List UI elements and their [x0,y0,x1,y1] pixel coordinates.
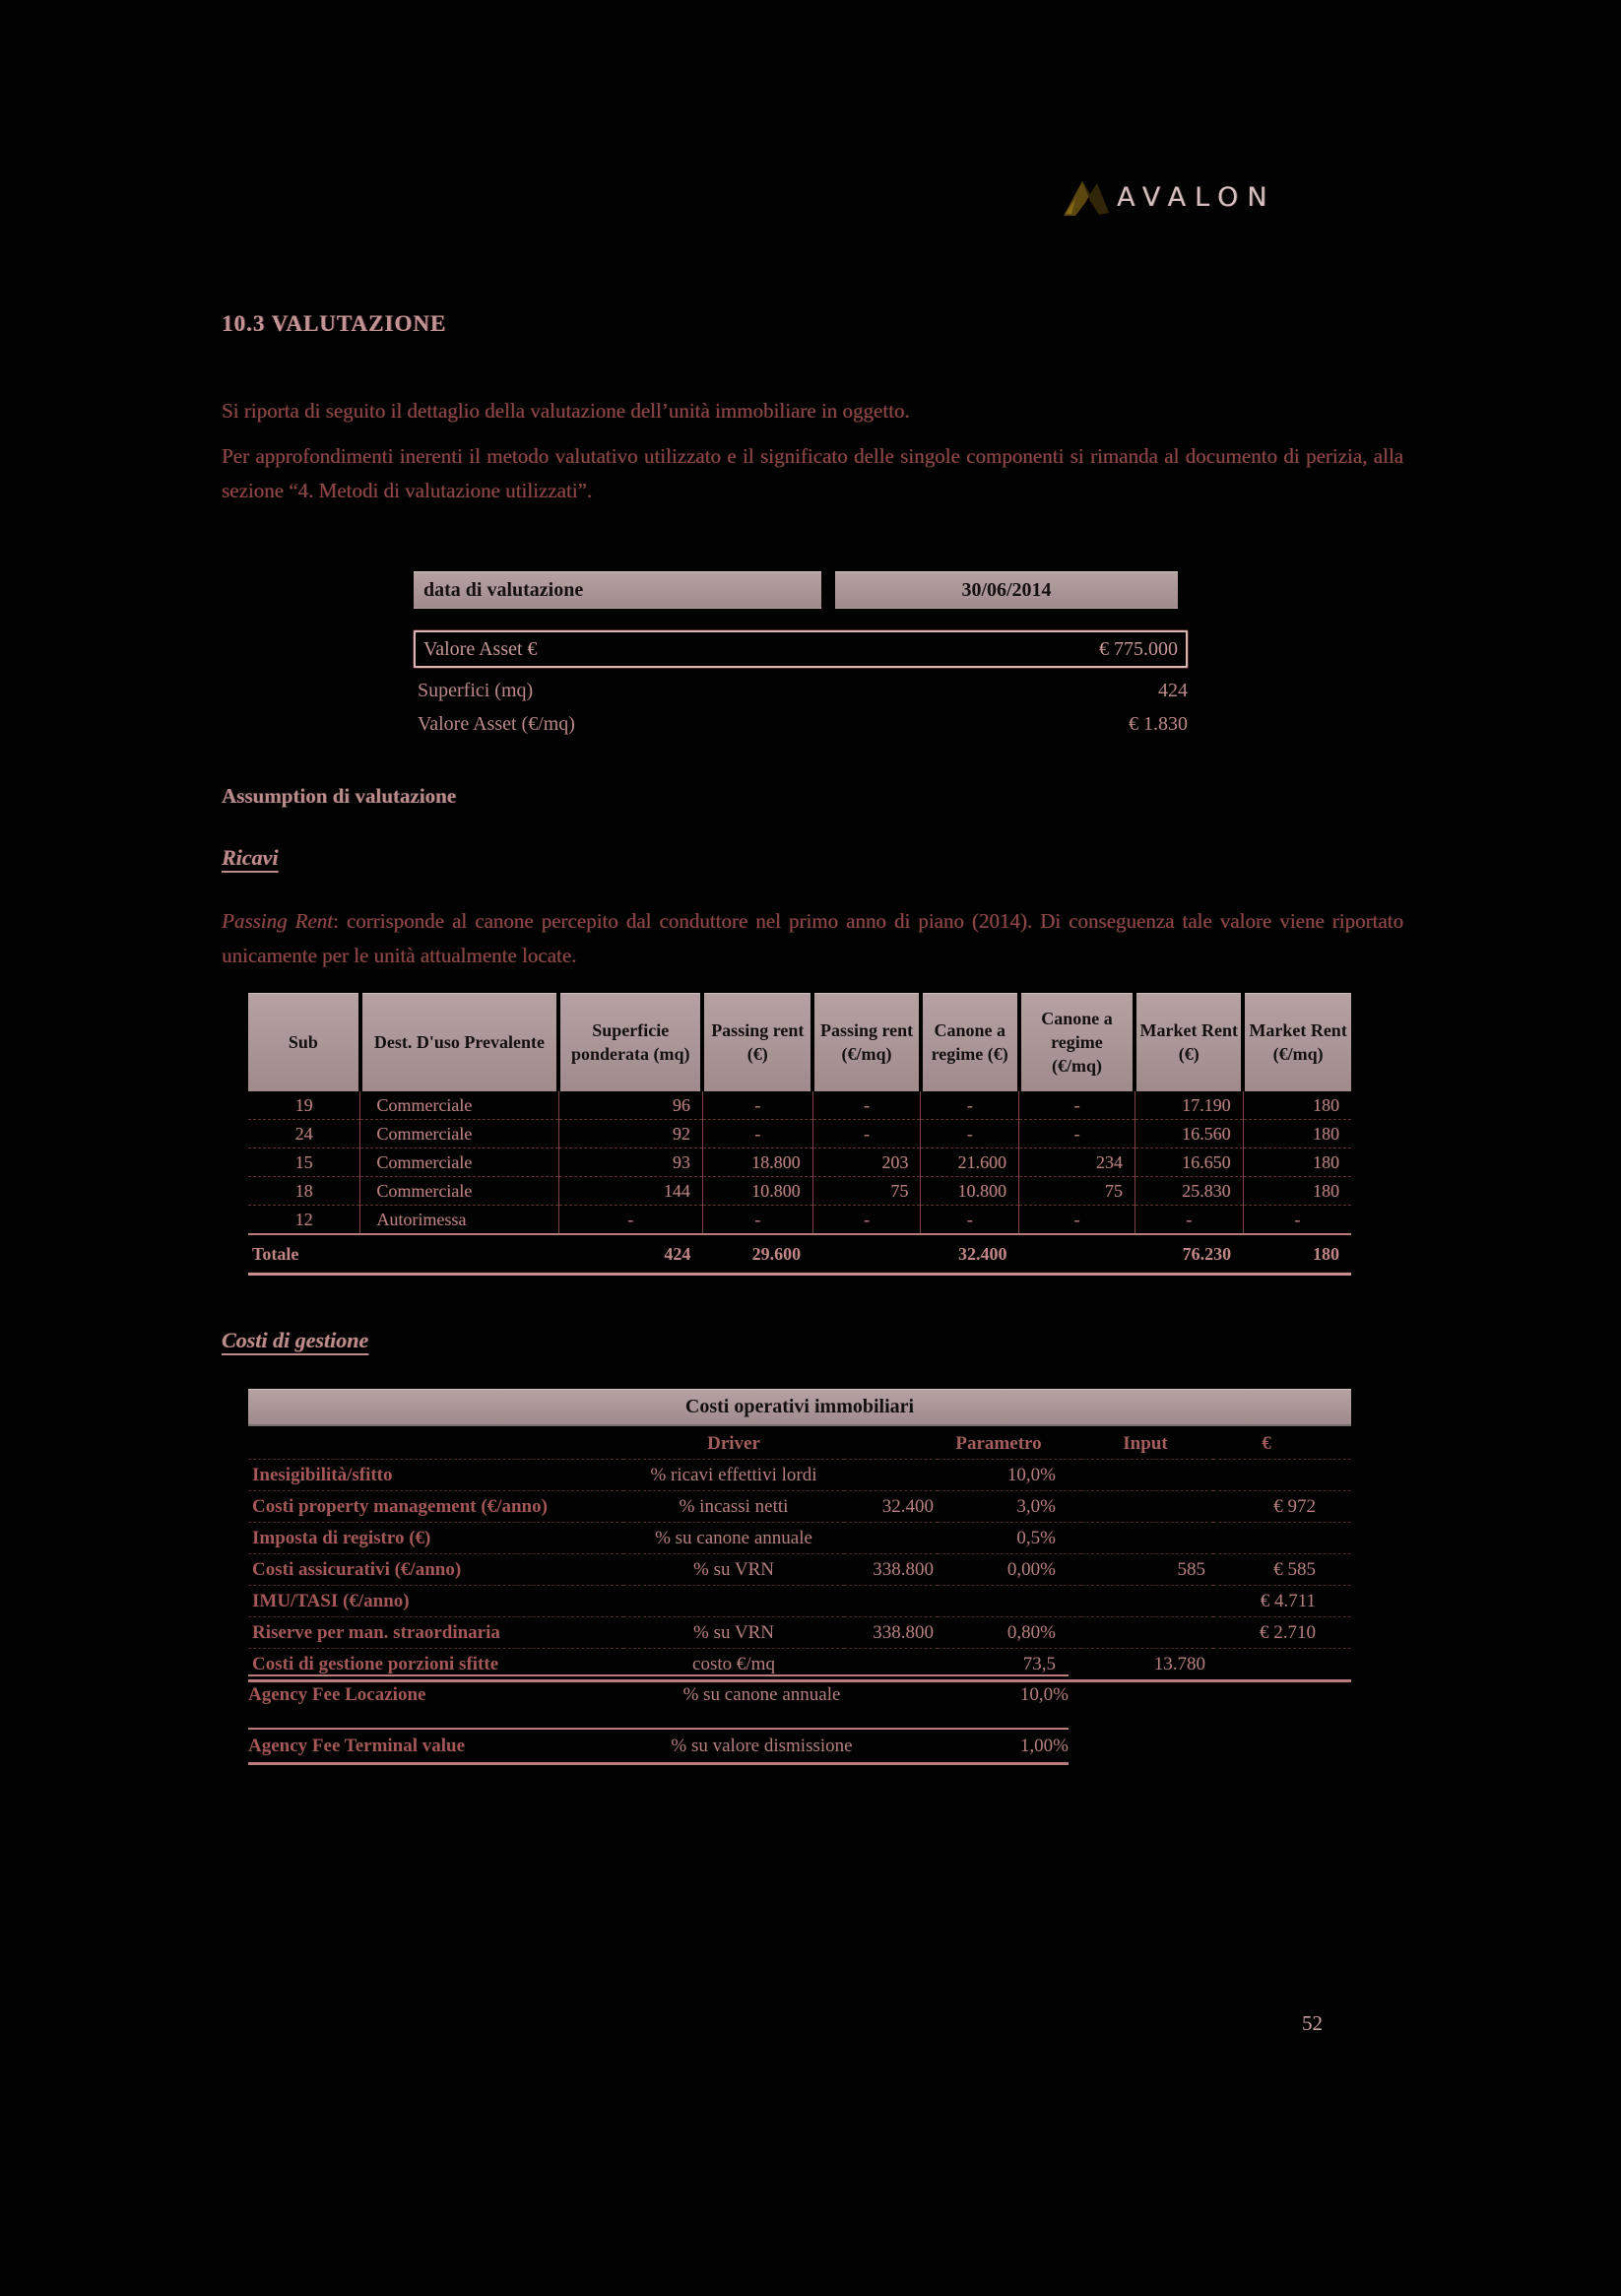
ricavi-heading: Ricavi [222,845,279,870]
rent-cell: 16.650 [1135,1148,1243,1177]
rent-col-header: Market Rent (€/mq) [1243,993,1351,1091]
costs-cell: costo €/mq [623,1649,844,1681]
rent-cell: 180 [1243,1091,1351,1120]
rent-cell: 21.600 [921,1148,1019,1177]
costs-cell [844,1523,938,1554]
rent-col-header: Passing rent (€) [702,993,812,1091]
costs-heading: Costi di gestione [222,1328,369,1352]
rent-cell: 180 [1243,1148,1351,1177]
rent-header-row [248,993,1351,1091]
rent-cell: 17.190 [1135,1091,1243,1120]
costs-cell: 73,5 [938,1649,1081,1681]
valuation-date-label: data di valutazione [414,571,821,609]
costs-cell [1081,1617,1213,1649]
costs-cell: € 585 [1213,1554,1351,1586]
rent-cell: - [1019,1206,1135,1235]
rent-cell: - [702,1206,812,1235]
rent-row [248,1206,1351,1235]
costs-col-header: Parametro [955,1432,1042,1454]
rent-cell: Commerciale [360,1177,558,1206]
costs-row [248,1523,1351,1554]
rent-cell: - [1019,1120,1135,1148]
surface-row [418,680,1188,702]
rent-total-cell: Totale [248,1234,360,1275]
costs-cell: 338.800 [844,1554,938,1586]
rent-col-header: Sub [248,993,360,1091]
agency-fee-driver: % su valore dismissione [671,1735,853,1756]
rent-cell: Commerciale [360,1120,558,1148]
costs-cell: IMU/TASI (€/anno) [248,1586,623,1617]
rent-cell: - [812,1091,921,1120]
valuation-date-value: 30/06/2014 [835,571,1178,609]
rent-cell: 15 [248,1148,360,1177]
costs-col-header: € [1262,1432,1271,1454]
costs-cell: Costi property management (€/anno) [248,1491,623,1523]
costs-cell: 338.800 [844,1617,938,1649]
costs-cell: Inesigibilità/sfitto [248,1460,623,1491]
rent-cell: 25.830 [1135,1177,1243,1206]
costs-cell: % ricavi effettivi lordi [623,1460,844,1491]
costs-band-title: Costi operativi immobiliari [248,1389,1351,1424]
costs-header-row [248,1428,1351,1460]
costs-cell: % incassi netti [623,1491,844,1523]
rent-table [248,993,1351,1276]
asset-value-row [414,630,1188,668]
rent-cell: 96 [558,1091,702,1120]
costs-cell: € 4.711 [1213,1586,1351,1617]
rent-cell: - [812,1206,921,1235]
costs-cell [1213,1460,1351,1491]
rent-cell: Autorimessa [360,1206,558,1235]
section-heading: 10.3 VALUTAZIONE [222,311,447,336]
asset-sqm-row [418,713,1188,736]
costs-cell: 32.400 [844,1491,938,1523]
rent-col-header: Dest. D'uso Prevalente [360,993,558,1091]
rent-cell: 18 [248,1177,360,1206]
rent-cell: 10.800 [702,1177,812,1206]
passing-rent-term: Passing Rent [222,909,333,933]
rent-row [248,1177,1351,1206]
rent-cell: 75 [1019,1177,1135,1206]
rent-col-header: Market Rent (€) [1135,993,1243,1091]
rent-cell: 12 [248,1206,360,1235]
rent-cell: - [812,1120,921,1148]
logo-text: AVALON [1117,181,1276,213]
rent-cell: 180 [1243,1177,1351,1206]
rent-cell: - [702,1120,812,1148]
rent-row [248,1148,1351,1177]
costs-cell: 585 [1081,1554,1213,1586]
rent-cell: 92 [558,1120,702,1148]
brand-logo [1062,175,1276,219]
rent-cell: - [702,1091,812,1120]
rent-cell: 180 [1243,1120,1351,1148]
rent-cell: - [1019,1091,1135,1120]
costs-cell [623,1586,844,1617]
costs-cell: € 2.710 [1213,1617,1351,1649]
asset-value-label: Valore Asset € [423,637,538,660]
asset-sqm-label: Valore Asset (€/mq) [418,713,575,735]
assumptions-heading: Assumption di valutazione [222,784,457,808]
rent-cell: 10.800 [921,1177,1019,1206]
costs-cell [1081,1523,1213,1554]
agency-fee-table [248,1674,1069,1765]
passing-rent-text: : corrisponde al canone percepito dal conduttore nel primo anno di piano (2014). Di conseguenza tale valore viene riportato unicamente per le unità attualmente locate. [222,909,1403,967]
rent-cell: 75 [812,1177,921,1206]
costs-cell [1081,1460,1213,1491]
costs-cell: Imposta di registro (€) [248,1523,623,1554]
surface-value: 424 [1158,680,1188,701]
costs-col-header: Input [1123,1432,1168,1454]
rent-cell: 203 [812,1148,921,1177]
costs-cell: % su VRN [623,1554,844,1586]
costs-cell: Costi di gestione porzioni sfitte [248,1649,623,1681]
costs-cell [1213,1649,1351,1681]
rent-total-cell: 424 [558,1234,702,1275]
costs-cell: 0,00% [938,1554,1081,1586]
costs-col-header: Driver [707,1432,760,1454]
agency-fee-label: Agency Fee Terminal value [248,1735,466,1756]
intro-paragraph: Si riporta di seguito il dettaglio della valutazione dell’unità immobiliare in oggetto. [222,399,910,423]
rent-cell: 234 [1019,1148,1135,1177]
agency-fee-row [248,1674,1069,1728]
rent-cell: 144 [558,1177,702,1206]
logo-mark-icon [1062,175,1111,219]
costs-cell: 0,5% [938,1523,1081,1554]
costs-cell: 10,0% [938,1460,1081,1491]
passing-rent-paragraph [222,904,1403,973]
operating-costs-table [248,1389,1351,1682]
costs-cell: % su VRN [623,1617,844,1649]
method-paragraph: Per approfondimenti inerenti il metodo valutativo utilizzato e il significato delle singole componenti si rimanda al documento di perizia, alla sezione “4. Metodi di valutazione utilizzati”. [222,444,1403,502]
rent-cell: - [921,1091,1019,1120]
rent-cell: 19 [294,1094,313,1115]
rent-cell: 24 [248,1120,360,1148]
agency-fee-value: 10,0% [1019,1684,1069,1705]
rent-row [248,1091,1351,1120]
surface-label: Superfici (mq) [418,680,534,701]
costs-col-header [844,1428,938,1460]
rent-total-cell: 180 [1243,1234,1351,1275]
rent-cell: - [1243,1206,1351,1235]
costs-row [248,1617,1351,1649]
costs-cell: Costi assicurativi (€/anno) [248,1554,623,1586]
costs-cell: % su canone annuale [623,1523,844,1554]
costs-cell [1213,1523,1351,1554]
costs-row [248,1554,1351,1586]
rent-col-header: Passing rent (€/mq) [812,993,921,1091]
rent-cell: - [921,1206,1019,1235]
costs-cell: € 972 [1213,1491,1351,1523]
asset-sqm-value: € 1.830 [1129,713,1188,735]
costs-col-header [248,1428,623,1460]
rent-col-header: Canone a regime (€) [921,993,1019,1091]
agency-fee-row [248,1728,1069,1765]
costs-row [248,1586,1351,1617]
rent-cell: - [921,1120,1019,1148]
costs-cell [844,1586,938,1617]
rent-total-cell: 29.600 [702,1234,812,1275]
agency-fee-value: 1,00% [1019,1735,1069,1756]
asset-value-amount: € 775.000 [1099,637,1178,660]
costs-cell [1081,1491,1213,1523]
agency-fee-driver: % su canone annuale [682,1684,841,1705]
costs-cell [844,1460,938,1491]
rent-cell: 16.560 [1135,1120,1243,1148]
rent-total-cell [1019,1234,1135,1275]
costs-cell: Riserve per man. straordinaria [248,1617,623,1649]
rent-cell: - [558,1206,702,1235]
costs-cell [1081,1586,1213,1617]
rent-total-cell: 76.230 [1135,1234,1243,1275]
rent-total-row [248,1234,1351,1275]
costs-row [248,1460,1351,1491]
costs-row [248,1491,1351,1523]
rent-total-cell [812,1234,921,1275]
costs-cell [938,1586,1081,1617]
costs-cell: 0,80% [938,1617,1081,1649]
rent-cell: Commerciale [360,1148,558,1177]
agency-fee-label: Agency Fee Locazione [248,1684,426,1705]
rent-cell: 18.800 [702,1148,812,1177]
costs-cell: 3,0% [938,1491,1081,1523]
rent-total-cell: 32.400 [921,1234,1019,1275]
rent-row [248,1120,1351,1148]
rent-col-header: Canone a regime (€/mq) [1019,993,1135,1091]
page-number: 52 [1302,2011,1323,2035]
rent-col-header: Superficie ponderata (mq) [558,993,702,1091]
rent-cell: - [1135,1206,1243,1235]
rent-cell: 93 [558,1148,702,1177]
costs-cell: 13.780 [1081,1649,1213,1681]
rent-cell: Commerciale [360,1091,558,1120]
rent-total-cell [360,1234,558,1275]
